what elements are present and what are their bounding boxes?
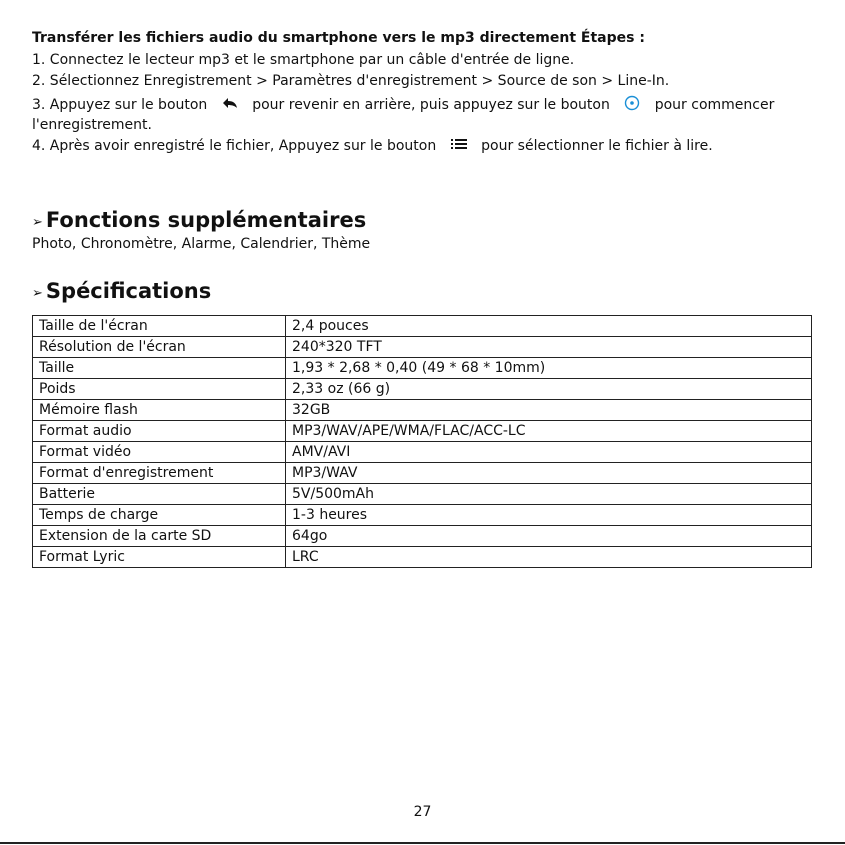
table-row	[33, 547, 812, 568]
spec-label: Résolution de l'écran	[33, 337, 286, 358]
step-4	[32, 138, 713, 154]
spec-value: LRC	[286, 547, 812, 568]
extra-functions-title: ➢ Fonctions supplémentaires	[32, 208, 367, 232]
step-2: 2. Sélectionnez Enregistrement > Paramètres d'enregistrement > Source de son > Line-In.	[32, 73, 670, 89]
page-number: 27	[413, 804, 432, 820]
table-row	[33, 337, 812, 358]
spec-label: Temps de charge	[33, 505, 286, 526]
step-1: 1. Connectez le lecteur mp3 et le smartphone par un câble d'entrée de ligne.	[32, 52, 575, 68]
spec-value: MP3/WAV	[286, 463, 812, 484]
table-row	[33, 484, 812, 505]
step-3-text-c: pour commencer	[654, 97, 775, 113]
spec-value: AMV/AVI	[286, 442, 812, 463]
step-3	[32, 95, 774, 115]
specs-title: ➢ Spécifications	[32, 279, 212, 303]
step-4-text-b: pour sélectionner le fichier à lire.	[481, 138, 713, 154]
table-row	[33, 442, 812, 463]
spec-label: Format audio	[33, 421, 286, 442]
spec-label: Format d'enregistrement	[33, 463, 286, 484]
spec-label: Batterie	[33, 484, 286, 505]
bottom-divider	[0, 842, 845, 844]
spec-label: Extension de la carte SD	[33, 526, 286, 547]
spec-label: Format Lyric	[33, 547, 286, 568]
record-circle-icon	[624, 95, 640, 115]
spec-value: 240*320 TFT	[286, 337, 812, 358]
extra-functions-list: Photo, Chronomètre, Alarme, Calendrier, Thème	[32, 236, 371, 252]
spec-value: 64go	[286, 526, 812, 547]
spec-value: 32GB	[286, 400, 812, 421]
step-3-text-a: 3. Appuyez sur le bouton	[32, 97, 208, 113]
spec-value: 5V/500mAh	[286, 484, 812, 505]
back-arrow-icon	[222, 97, 238, 113]
spec-value: 1,93 * 2,68 * 0,40 (49 * 68 * 10mm)	[286, 358, 812, 379]
instructions-heading: Transférer les fichiers audio du smartphone vers le mp3 directement Étapes :	[32, 30, 645, 46]
step-3-text-b: pour revenir en arrière, puis appuyez sur le bouton	[252, 97, 610, 113]
spec-label: Poids	[33, 379, 286, 400]
step-3-continuation: l'enregistrement.	[32, 117, 152, 133]
arrow-bullet-icon: ➢	[32, 286, 43, 301]
table-row	[33, 316, 812, 337]
table-row	[33, 400, 812, 421]
table-row	[33, 505, 812, 526]
spec-value: 2,4 pouces	[286, 316, 812, 337]
spec-value: 2,33 oz (66 g)	[286, 379, 812, 400]
specs-table	[32, 315, 812, 568]
spec-value: 1-3 heures	[286, 505, 812, 526]
spec-label: Taille de l'écran	[33, 316, 286, 337]
table-row	[33, 379, 812, 400]
step-4-text-a: 4. Après avoir enregistré le fichier, Appuyez sur le bouton	[32, 138, 437, 154]
spec-label: Format vidéo	[33, 442, 286, 463]
table-row	[33, 358, 812, 379]
list-icon	[451, 138, 467, 154]
spec-label: Taille	[33, 358, 286, 379]
spec-value: MP3/WAV/APE/WMA/FLAC/ACC-LC	[286, 421, 812, 442]
table-row	[33, 463, 812, 484]
spec-label: Mémoire flash	[33, 400, 286, 421]
table-row	[33, 526, 812, 547]
arrow-bullet-icon: ➢	[32, 215, 43, 230]
table-row	[33, 421, 812, 442]
